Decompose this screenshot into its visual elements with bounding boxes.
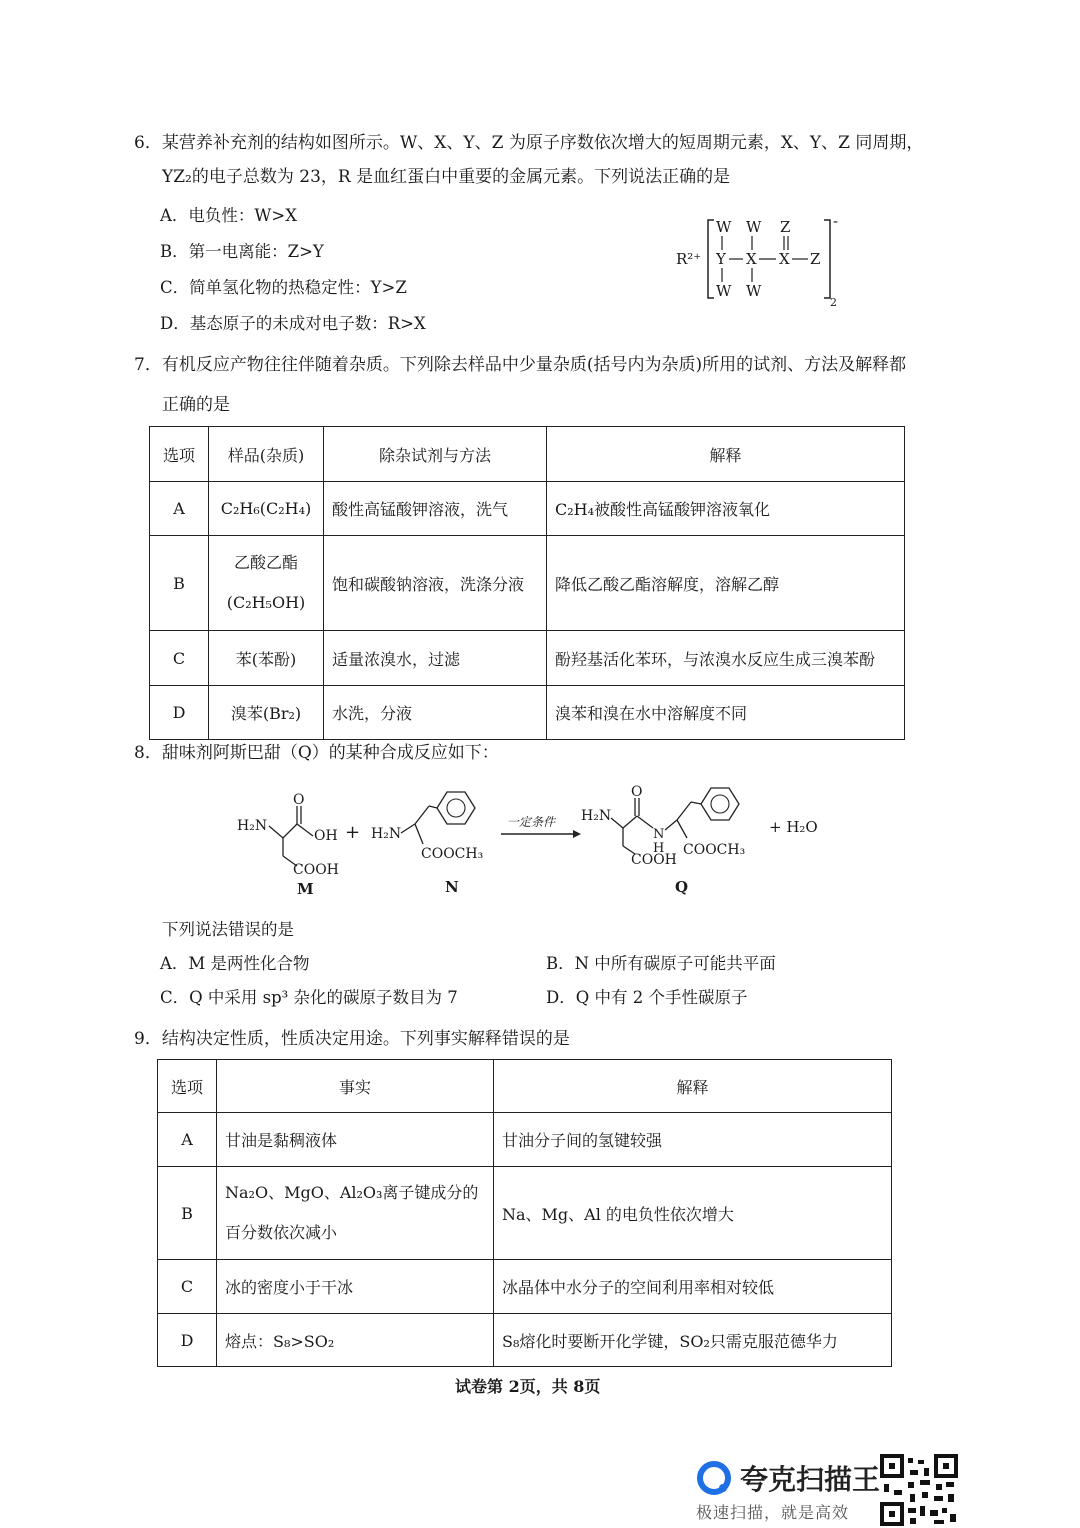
table-row [158, 1167, 892, 1260]
table-row [150, 686, 905, 740]
molecule-n [371, 792, 483, 862]
q6-top-w1: W [716, 218, 732, 236]
q9-row-a-option: A [158, 1113, 217, 1167]
q7-header-reason: 解释 [547, 427, 905, 482]
q6-subscript: 2 [830, 296, 837, 309]
table-row [158, 1113, 892, 1167]
q6-option-a: A．电负性：W>X [160, 206, 297, 225]
scanner-slogan: 极速扫描，就是高效 [696, 1503, 850, 1522]
table-row [150, 536, 905, 631]
q6-stem-line2: YZ₂的电子总数为 23，R 是血红蛋白中重要的金属元素。下列说法正确的是 [162, 167, 731, 187]
q8-prompt: 下列说法错误的是 [162, 920, 294, 939]
molecule-q [581, 784, 745, 868]
q6-charge: - [833, 212, 839, 230]
q6-bot-w1: W [716, 282, 732, 300]
label-n: N [445, 878, 459, 896]
q8-option-b: B．N 中所有碳原子可能共平面 [546, 954, 776, 973]
q7-row-b-method: 饱和碳酸钠溶液，洗涤分液 [324, 536, 547, 631]
q7-row-a-reason: C₂H₄被酸性高锰酸钾溶液氧化 [547, 482, 905, 536]
q7-row-a-method: 酸性高锰酸钾溶液，洗气 [324, 482, 547, 536]
q9-stem: 9．结构决定性质，性质决定用途。下列事实解释错误的是 [134, 1029, 570, 1049]
q7-header-option: 选项 [150, 427, 209, 482]
q7-row-b-option: B [150, 536, 209, 631]
q9-row-b-reason: Na、Mg、Al 的电负性依次增大 [494, 1167, 892, 1260]
m-carbonyl-o: O [293, 792, 305, 808]
q-carbonyl-o: O [631, 784, 643, 800]
q7-table [149, 426, 905, 740]
q7-row-a-sample: C₂H₆(C₂H₄) [209, 482, 324, 536]
n-cooch3: COOCH₃ [421, 846, 484, 862]
q7-row-d-sample: 溴苯(Br₂) [209, 686, 324, 740]
q7-row-b-sample-line1: 乙酸乙酯 [233, 553, 298, 572]
q6-cation: R²⁺ [676, 250, 702, 268]
q-cooch3: COOCH₃ [683, 842, 746, 858]
q9-row-d-fact: 熔点：S₈>SO₂ [217, 1314, 494, 1367]
table-row [158, 1314, 892, 1367]
q7-row-d-reason: 溴苯和溴在水中溶解度不同 [547, 686, 905, 740]
q6-top-z: Z [780, 218, 791, 236]
q6-mid-x2: X [779, 250, 790, 268]
q7-row-d-method: 水洗，分液 [324, 686, 547, 740]
n-h2n: H₂N [371, 826, 402, 842]
q9-row-c-reason: 冰晶体中水分子的空间利用率相对较低 [494, 1260, 892, 1314]
q-amide-h: H [653, 841, 665, 856]
q8-option-d: D．Q 中有 2 个手性碳原子 [546, 988, 748, 1007]
scanner-logo-icon [696, 1460, 732, 1496]
q8-reaction-scheme [225, 780, 845, 905]
q9-table [157, 1059, 892, 1367]
q8-stem: 8．甜味剂阿斯巴甜（Q）的某种合成反应如下： [134, 743, 499, 763]
q9-row-a-reason: 甘油分子间的氢键较强 [494, 1113, 892, 1167]
q9-row-d-option: D [158, 1314, 217, 1367]
q7-row-c-option: C [150, 631, 209, 686]
q6-option-b: B．第一电离能：Z>Y [160, 242, 324, 261]
q9-row-d-reason: S₈熔化时要断开化学键，SO₂只需克服范德华力 [494, 1314, 892, 1367]
q8-option-c: C．Q 中采用 sp³ 杂化的碳原子数目为 7 [160, 988, 458, 1007]
q9-header-fact: 事实 [217, 1060, 494, 1113]
q-h2n: H₂N [581, 808, 612, 824]
reaction-condition: 一定条件 [507, 815, 556, 829]
q9-row-b-fact-line2: 百分数依次减小 [225, 1223, 338, 1242]
q6-stem-line1: 6．某营养补充剂的结构如图所示。W、X、Y、Z 为原子序数依次增大的短周期元素，X、Y、Z 同周期， [134, 133, 924, 153]
label-m: M [297, 880, 314, 898]
q-cooh: COOH [631, 852, 677, 868]
q7-row-c-reason: 酚羟基活化苯环，与浓溴水反应生成三溴苯酚 [547, 631, 905, 686]
page-footer: 试卷第 2页，共 8页 [455, 1377, 601, 1396]
table-row [158, 1260, 892, 1314]
q9-header-row [158, 1060, 892, 1113]
q7-header-method: 除杂试剂与方法 [324, 427, 547, 482]
m-cooh: COOH [293, 862, 339, 878]
q7-row-b-sample [209, 536, 324, 631]
q-amide-n: N [653, 827, 665, 842]
water-product: + H₂O [769, 818, 818, 836]
table-row [150, 631, 905, 686]
q9-row-c-fact: 冰的密度小于干冰 [217, 1260, 494, 1314]
q7-row-c-sample: 苯(苯酚) [209, 631, 324, 686]
q6-top-w2: W [746, 218, 762, 236]
q6-mid-y: Y [716, 250, 726, 268]
q7-row-c-method: 适量浓溴水，过滤 [324, 631, 547, 686]
q7-stem-line2: 正确的是 [162, 395, 230, 415]
q7-row-b-reason: 降低乙酸乙酯溶解度，溶解乙醇 [547, 536, 905, 631]
q6-option-d: D．基态原子的未成对电子数：R>X [160, 314, 426, 333]
q6-mid-z: Z [810, 250, 821, 268]
q6-option-c: C．简单氢化物的热稳定性：Y>Z [160, 278, 407, 297]
q9-header-reason: 解释 [494, 1060, 892, 1113]
molecule-m [237, 792, 339, 878]
scanner-brand: 夸克扫描王 [740, 1463, 881, 1496]
q6-structure-diagram [670, 210, 850, 310]
q9-row-b-option: B [158, 1167, 217, 1260]
q6-bot-w2: W [746, 282, 762, 300]
q7-header-row [150, 427, 905, 482]
q9-row-c-option: C [158, 1260, 217, 1314]
q7-stem-line1: 7．有机反应产物往往伴随着杂质。下列除去样品中少量杂质(括号内为杂质)所用的试剂、方法及解释都 [134, 355, 907, 375]
q9-row-b-fact-line1: Na₂O、MgO、Al₂O₃离子键成分的 [225, 1183, 479, 1202]
plus-sign: + [345, 822, 361, 843]
qr-code-icon [880, 1454, 958, 1526]
table-row [150, 482, 905, 536]
label-q: Q [675, 878, 689, 896]
q8-option-a: A．M 是两性化合物 [160, 954, 310, 973]
m-oh: OH [314, 828, 338, 844]
q7-row-a-option: A [150, 482, 209, 536]
m-h2n: H₂N [237, 818, 268, 834]
q6-mid-x1: X [746, 250, 757, 268]
q7-header-sample: 样品(杂质) [209, 427, 324, 482]
q7-row-d-option: D [150, 686, 209, 740]
q9-header-option: 选项 [158, 1060, 217, 1113]
q9-row-a-fact: 甘油是黏稠液体 [217, 1113, 494, 1167]
q9-row-b-fact [217, 1167, 494, 1260]
q7-row-b-sample-line2: (C₂H₅OH) [226, 593, 306, 612]
